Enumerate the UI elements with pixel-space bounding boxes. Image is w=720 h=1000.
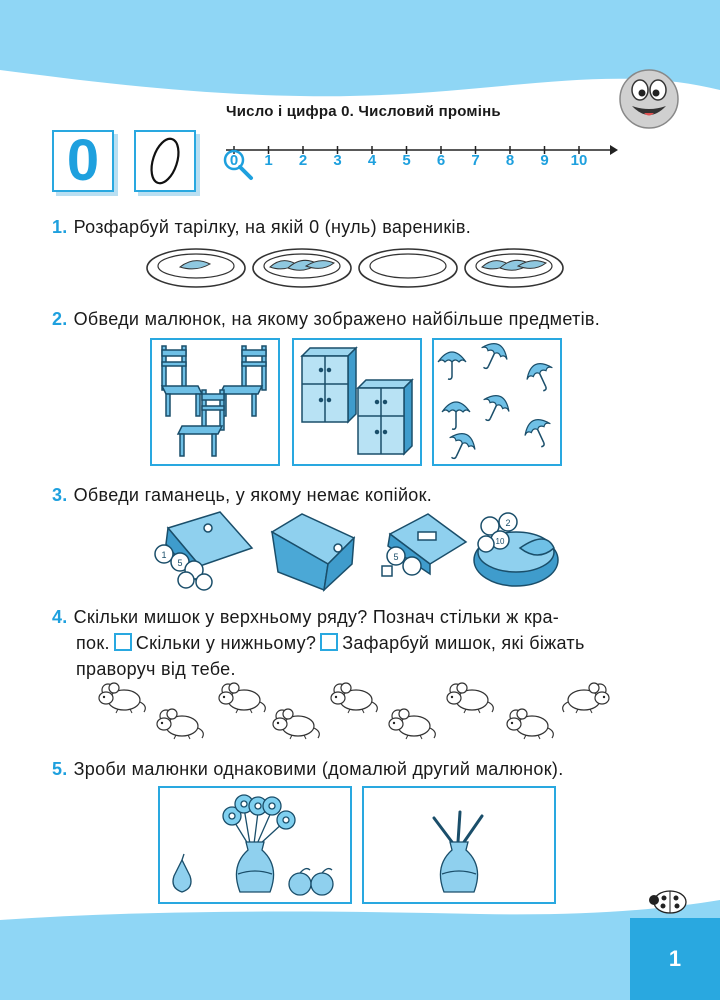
task-3 <box>52 482 432 508</box>
umbrella-icon <box>474 340 511 375</box>
purses-row <box>150 508 570 598</box>
mouse-icon[interactable] <box>389 709 435 739</box>
task-text: Обведи малюнок, на якому зображено найбільше предметів. <box>73 309 601 329</box>
number-line-label: 2 <box>298 152 308 169</box>
cupboards-picture[interactable] <box>292 338 422 466</box>
number-line-label: 6 <box>436 152 446 169</box>
number-line-label: 7 <box>471 152 480 169</box>
plates-row <box>146 246 566 290</box>
coin-label: 2 <box>505 518 511 528</box>
task-number: 1. <box>52 217 68 237</box>
printed-digit-zero: 0 <box>52 130 114 192</box>
purse-2[interactable] <box>272 514 354 590</box>
umbrella-icon <box>523 359 560 395</box>
purse-1[interactable] <box>155 512 252 590</box>
umbrellas-picture[interactable] <box>432 338 562 466</box>
task-text: праворуч від тебе. <box>76 659 236 679</box>
umbrella-icon <box>438 352 466 379</box>
task-text: Зафарбуй мишок, які біжать <box>342 633 585 653</box>
bottom-band <box>0 880 720 1000</box>
number-line-label: 8 <box>505 152 515 169</box>
plate-1[interactable] <box>147 249 245 287</box>
mouse-icon[interactable] <box>273 709 319 739</box>
number-line-label: 0 <box>229 152 239 169</box>
mouse-icon[interactable] <box>331 683 377 713</box>
number-line-label: 3 <box>333 152 342 169</box>
number-line-label: 5 <box>402 152 411 169</box>
mouse-icon[interactable] <box>99 683 145 713</box>
task-number: 5. <box>52 759 68 779</box>
top-band <box>0 0 720 110</box>
coin-label: 10 <box>495 537 505 546</box>
umbrella-icon <box>476 391 513 427</box>
plate-2[interactable] <box>253 249 351 287</box>
umbrella-icon <box>442 402 470 429</box>
page-number: 1 <box>630 918 720 1000</box>
number-line-label: 10 <box>570 152 588 169</box>
page-title: Число і цифра 0. Числовий промінь <box>226 103 501 120</box>
task-number: 4. <box>52 607 68 627</box>
number-line <box>218 132 618 192</box>
task-2 <box>52 306 600 332</box>
answer-box-bottom[interactable] <box>320 633 338 651</box>
task-number: 3. <box>52 485 68 505</box>
mice-rows <box>92 676 632 746</box>
ladybug-icon <box>646 884 690 916</box>
task-4 <box>52 604 664 682</box>
purse-3[interactable] <box>382 514 466 576</box>
task-text: Розфарбуй тарілку, на якій 0 (нуль) вареників. <box>73 217 472 237</box>
task-text: Зроби малюнки однаковими (домалюй другий малюнок). <box>73 759 564 779</box>
purse-4[interactable] <box>474 513 558 586</box>
number-line-label: 9 <box>540 152 549 169</box>
mouse-icon[interactable] <box>447 683 493 713</box>
umbrella-icon <box>442 429 479 464</box>
coin-label: 5 <box>393 552 399 562</box>
mouse-icon[interactable] <box>563 683 609 713</box>
number-line-label: 1 <box>264 152 273 169</box>
mouse-icon[interactable] <box>219 683 265 713</box>
answer-box-top[interactable] <box>114 633 132 651</box>
mouse-icon[interactable] <box>157 709 203 739</box>
plate-4[interactable] <box>465 249 563 287</box>
task-1 <box>52 214 471 240</box>
smiley-face-icon <box>618 68 680 130</box>
coin-label: 1 <box>161 550 167 560</box>
task-text: Скільки у нижньому? <box>135 633 317 653</box>
number-line-label: 4 <box>367 152 377 169</box>
coin-label: 5 <box>177 558 183 568</box>
chairs-picture[interactable] <box>150 338 280 466</box>
handwritten-digit-zero <box>134 130 196 192</box>
task-text: Скільки мишок у верхньому ряду? Познач стільки ж кра- <box>73 607 560 627</box>
task-5 <box>52 756 564 782</box>
task-text: пок. <box>76 633 110 653</box>
task-number: 2. <box>52 309 68 329</box>
task-text: Обведи гаманець, у якому немає копійок. <box>73 485 433 505</box>
plate-3[interactable] <box>359 249 457 287</box>
umbrella-icon <box>521 415 558 451</box>
mouse-icon[interactable] <box>507 709 553 739</box>
